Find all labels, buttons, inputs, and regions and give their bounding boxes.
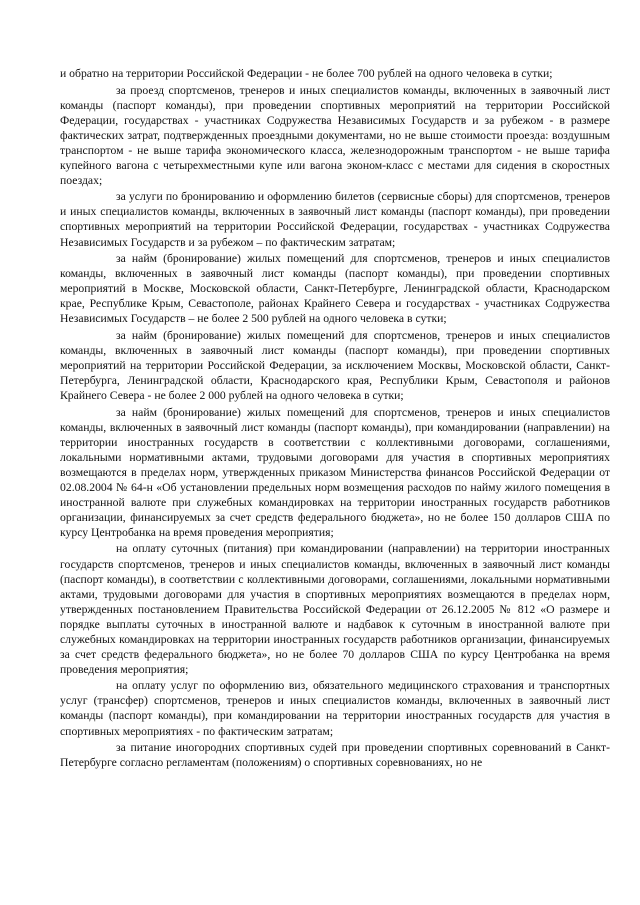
paragraph-referee-meals: за питание иногородних спортивных судей при проведении спортивных соревнований в Санкт-Петербурге согласно регламентам (положениям) о спортивных соревнованиях, но не [60,741,610,770]
paragraph-accommodation-other-regions: за найм (бронирование) жилых помещений для спортсменов, тренеров и иных специалистов команды, включенных в заявочный лист команды (паспорт команды), при проведении спортивных мероприятий на территории Российской Федерации, за исключением Москвы, Московской области, Санкт-Петербурга, Ленинградской области, Краснодарского края, Республики Крым, Севастополя и районов Крайнего Севера - не более 2 000 рублей на одного человека в сутки; [60,328,610,402]
paragraph-accommodation-major-regions: за найм (бронирование) жилых помещений для спортсменов, тренеров и иных специалистов команды, включенных в заявочный лист команды (паспорт команды), при проведении спортивных мероприятий в Москве, Московской области, Санкт-Петербурге, Ленинградской области, Краснодарском крае, Республике Крым, Севастополе, районах Крайнего Севера и государствах - участниках Содружества Независимых Государств – не более 2 500 рублей на одного человека в сутки; [60,252,610,326]
paragraph-travel-expenses: за проезд спортсменов, тренеров и иных специалистов команды, включенных в заявочный лист команды (паспорт команды), при проведении спортивных мероприятий на территории Российской Федерации, государствах - участниках Содружества Независимых Государств и за рубежом - в размере фактических затрат, подтвержденных проездными документами, но не выше стоимости проезда: воздушным транспортом - не выше тарифа экономического класса, железнодорожным транспортом - не выше тарифа купейного вагона с четырехместными купе или вагона эконом-класс с местами для сидения в скоростных поездах; [60,83,610,187]
paragraph-accommodation-continuation: и обратно на территории Российской Федерации - не более 700 рублей на одного человека в сутки; [60,67,553,80]
paragraph-accommodation-abroad: за найм (бронирование) жилых помещений для спортсменов, тренеров и иных специалистов команды, включенных в заявочный лист команды (паспорт команды), при командировании (направлении) на территории иностранных государств в соответствии с коллективными договорами, соглашениями, локальными нормативными актами, трудовыми договорами для участия в спортивных мероприятиях возмещаются в пределах норм, утвержденных приказом Министерства финансов Российской Федерации от 02.08.2004 № 64-н «Об установлении предельных норм возмещения расходов по найму жилого помещения в иностранной валюте при служебных командировках на территории иностранных государств работников организации, финансируемых за счет средств федерального бюджета», но не более 150 долларов США по курсу Центробанка на время проведения мероприятия; [60,405,610,539]
paragraph-ticket-booking-services: за услуги по бронированию и оформлению билетов (сервисные сборы) для спортсменов, тренеров и иных специалистов команды, включенных в заявочный лист команды (паспорт команды), при проведении спортивных мероприятий на территории Российской Федерации, государствах - участниках Содружества Независимых Государств и за рубежом – по фактическим затратам; [60,190,610,249]
document-page [60,66,610,772]
paragraph-visa-insurance-transfer: на оплату услуг по оформлению виз, обязательного медицинского страхования и транспортных услуг (трансфер) спортсменов, тренеров и иных специалистов команды, включенных в заявочный лист команды (паспорт команды), при командировании на территории иностранных государств для участия в спортивных мероприятиях - по фактическим затратам; [60,679,610,738]
paragraph-daily-allowance-abroad: на оплату суточных (питания) при командировании (направлении) на территории иностранных государств спортсменов, тренеров и иных специалистов команды, включенных в заявочный лист команды (паспорт команды), в соответствии с коллективными договорами, соглашениями, локальными нормативными актами, трудовыми договорами для участия в спортивных мероприятиях возмещаются в пределах норм, утвержденных постановлением Правительства Российской Федерации от 26.12.2005 № 812 «О размере и порядке выплаты суточных в иностранной валюте и надбавок к суточным в иностранной валюте при служебных командировках на территории иностранных государств работников организации, финансируемых за счет средств федерального бюджета», но не более 70 долларов США по курсу Центробанка на время проведения мероприятия; [60,542,610,676]
